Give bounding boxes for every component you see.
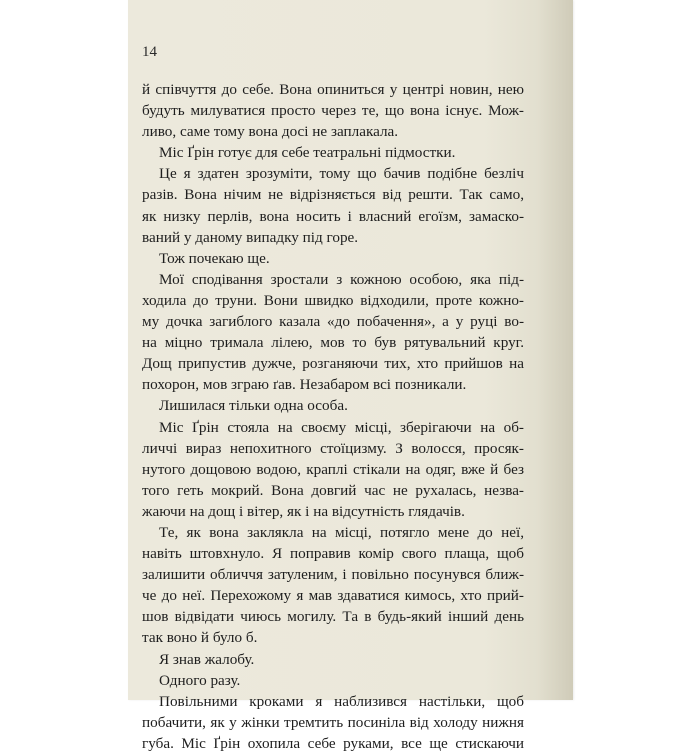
text-line: й співчуття до себе. Вона опиниться у центрі новин, нею — [142, 81, 524, 98]
text-line: Міс Ґрін стояла на своєму місці, зберігаючи на об- — [159, 418, 524, 436]
text-line: залишити обличчя затуленим, і повільно посунувся ближ- — [142, 566, 524, 584]
text-line: ходила до труни. Вони швидко відходили, проте кожно- — [142, 291, 524, 309]
text-line: че до неї. Перехожому я мав здаватися кимось, хто прий- — [142, 587, 524, 605]
text-line: Я знав жалобу. — [159, 650, 255, 668]
text-line: разів. Вона нічим не відрізняється від решти. Так само, — [142, 186, 524, 204]
text-line: Дощ припустив дужче, розганяючи тих, хто прийшов на — [142, 355, 524, 373]
text-line: того геть мокрий. Вона довгий час не рухалась, незва- — [142, 481, 524, 499]
text-line: Те, як вона заклякла на місці, потягло мене до неї, — [159, 523, 524, 541]
book-page — [128, 0, 573, 752]
text-line: губа. Міс Ґрін охопила себе руками, все ще стискаючи — [142, 734, 524, 752]
text-line: навіть штовхнуло. Я поправив комір свого плаща, щоб — [142, 545, 524, 563]
text-line: Міс Ґрін готує для себе театральні підмостки. — [159, 144, 456, 162]
text-line: му дочка загиблого казала «до побачення», а у руці во- — [142, 313, 524, 331]
page-body-text — [142, 79, 524, 754]
text-line: побачити, як у жінки тремтить посиніла від холоду нижня — [142, 713, 524, 731]
text-line: Лишилася тільки одна особа. — [159, 397, 348, 415]
text-line: Мої сподівання зростали з кожною особою, яка під- — [159, 270, 524, 288]
text-line: Це я здатен зрозуміти, тому що бачив подібне безліч — [159, 165, 524, 183]
text-line: личчі вираз непохитного стоїцизму. З волосся, просяк- — [142, 439, 524, 457]
text-line: шов відвідати чиюсь могилу. Та в будь-який інший день — [142, 608, 524, 626]
text-line: так воно й було б. — [142, 629, 258, 647]
text-line: Повільними кроками я наблизився настільки, щоб — [159, 692, 524, 710]
text-line: нутого дощовою водою, краплі стікали на одяг, вже й без — [142, 460, 524, 478]
text-line: Одного разу. — [159, 671, 241, 689]
text-line: жаючи на дощ і вітер, як і на відсутність глядачів. — [142, 502, 465, 520]
text-line: ваний у даному випадку під горе. — [142, 228, 359, 246]
text-line: Тож почекаю ще. — [159, 249, 270, 267]
text-line: на міцно тримала лілею, мов то був рятувальний круг. — [142, 334, 524, 352]
text-line: будуть милуватися просто через те, що вона існує. Мож- — [142, 102, 524, 120]
text-line: похорон, мов зграю ґав. Незабаром всі позникали. — [142, 376, 467, 394]
text-line: ливо, саме тому вона досі не заплакала. — [142, 123, 399, 141]
page-number: 14 — [142, 44, 157, 60]
text-line: як низку перлів, вона носить і власний егоїзм, замаско- — [142, 207, 524, 225]
